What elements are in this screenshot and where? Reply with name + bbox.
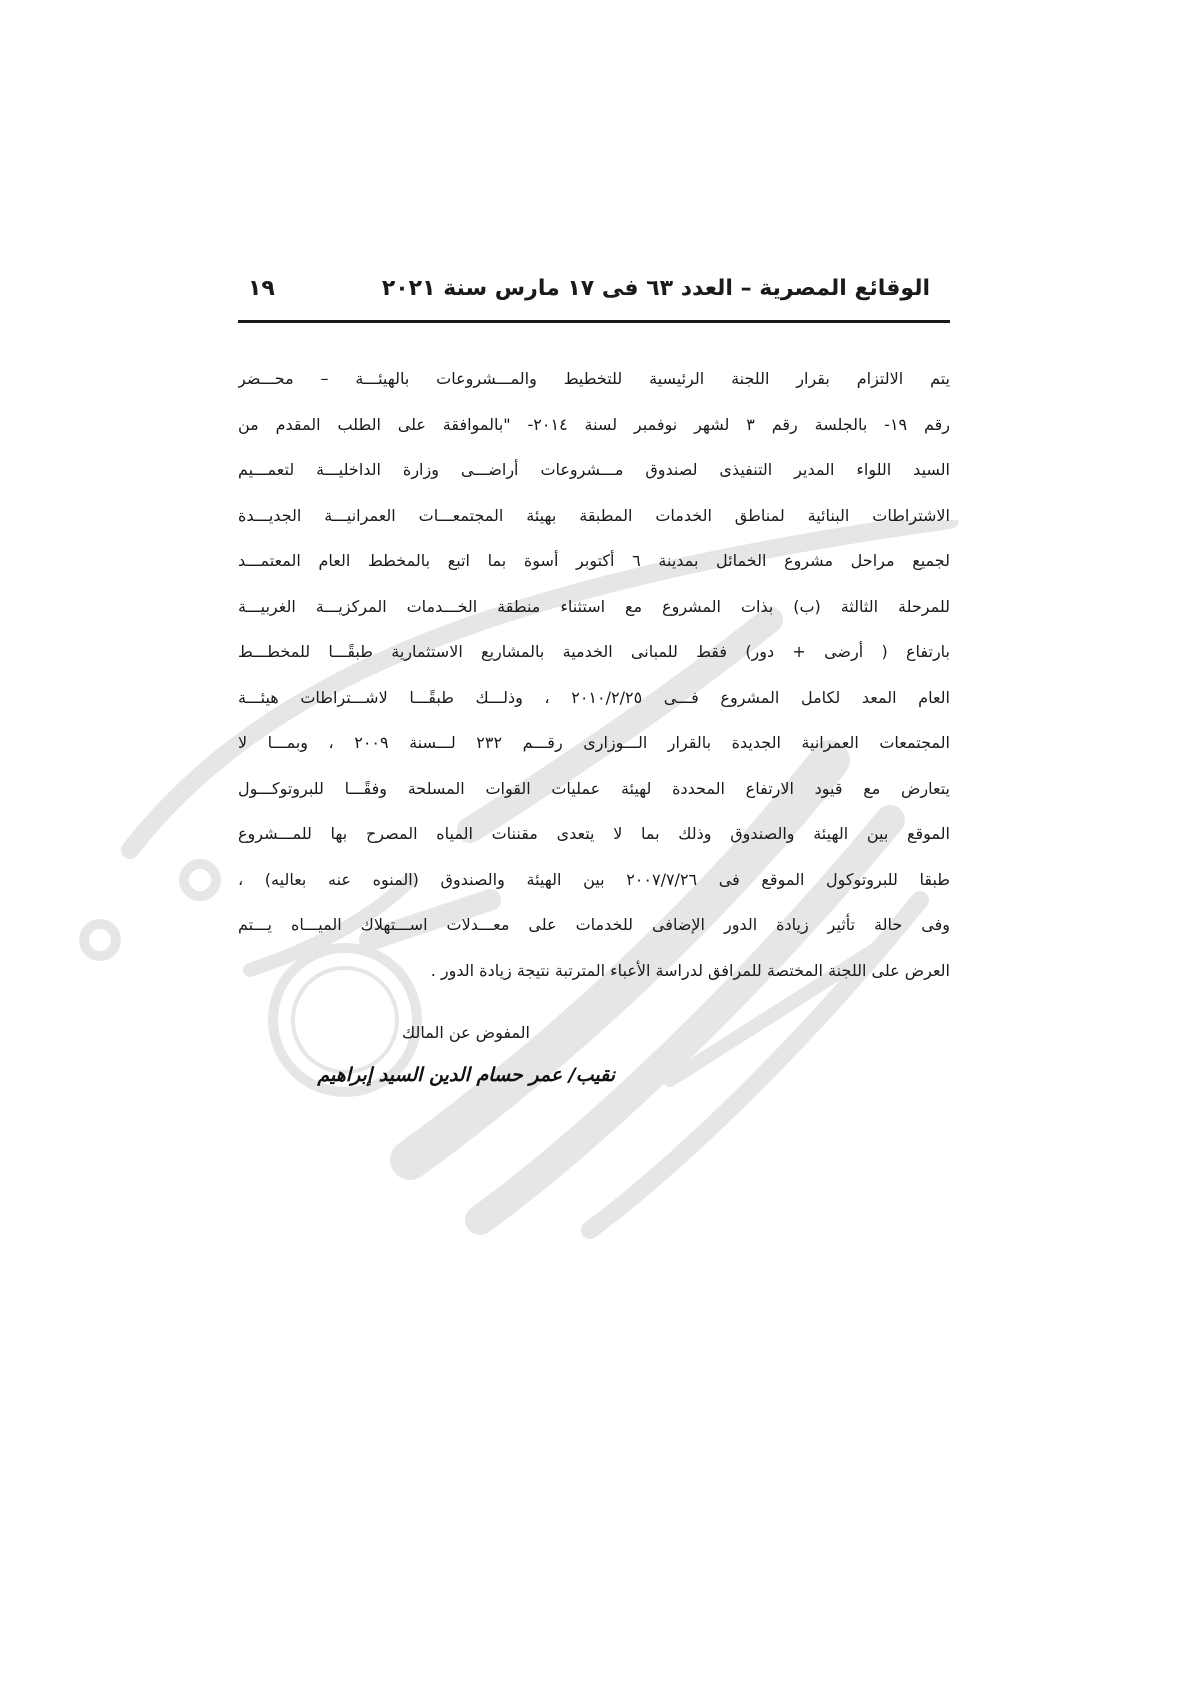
decision-paragraph	[238, 356, 950, 993]
page-number: ١٩	[248, 276, 275, 301]
paragraph-line: للمرحلة الثالثة (ب) بذات المشروع مع استثناء منطقة الخـــدمات المركزيـــة الغربيـــة	[238, 596, 950, 616]
page-header	[238, 272, 950, 320]
paragraph-line: العرض على اللجنة المختصة للمرافق لدراسة الأعباء المترتبة نتيجة زيادة الدور .	[430, 960, 950, 980]
paragraph-line: العام المعد لكامل المشروع فـــى ٢٠١٠/٢/٢٥ ، وذلـــك طبقًـــا لاشـــتراطات هيئـــة	[238, 687, 950, 707]
signature-label: المفوض عن المالك	[402, 1023, 530, 1042]
signatory-name: نقيب/ عمر حسام الدين السيد إبراهيم	[317, 1064, 615, 1086]
paragraph-line: يتم الالتزام بقرار اللجنة الرئيسية للتخطيط والمـــشروعات بالهيئـــة – محـــضر	[238, 369, 950, 388]
paragraph-line: المجتمعات العمرانية الجديدة بالقرار الـــوزارى رقـــم ٢٣٢ لـــسنة ٢٠٠٩ ، وبمـــا لا	[238, 733, 950, 752]
header-divider	[238, 320, 950, 323]
gazette-title: الوقائع المصرية – العدد ٦٣ فى ١٧ مارس سنة ٢٠٢١	[381, 276, 930, 301]
paragraph-line: الاشتراطات البنائية لمناطق الخدمات المطبقة بهيئة المجتمعـــات العمرانيـــة الجديـــدة	[238, 505, 950, 525]
paragraph-line: طبقا للبروتوكول الموقع فى ٢٠٠٧/٧/٢٦ بين الهيئة والصندوق (المنوه عنه بعاليه) ،	[238, 869, 950, 889]
paragraph-line: بارتفاع ( أرضى + دور) فقط للمبانى الخدمية بالمشاريع الاستثمارية طبقًـــا للمخطـــط	[238, 642, 950, 661]
paragraph-line: لجميع مراحل مشروع الخمائل بمدينة ٦ أكتوبر أسوة بما اتبع بالمخطط العام المعتمـــد	[238, 551, 950, 570]
paragraph-line: السيد اللواء المدير التنفيذى لصندوق مـــشروعات أراضـــى وزارة الداخليـــة لتعمـــيم	[238, 460, 950, 479]
paragraph-line: رقم ١٩- بالجلسة رقم ٣ لشهر نوفمبر لسنة ٢٠١٤- "بالموافقة على الطلب المقدم من	[238, 414, 950, 434]
paragraph-line: وفى حالة تأثير زيادة الدور الإضافى للخدمات على معـــدلات اســـتهلاك الميـــاه يـــتم	[238, 915, 950, 934]
paragraph-line: يتعارض مع قيود الارتفاع المحددة لهيئة عمليات القوات المسلحة وفقًـــا للبروتوكـــول	[238, 778, 950, 798]
paragraph-line: الموقع بين الهيئة والصندوق وذلك بما لا يتعدى مقننات المياه المصرح بها للمـــشروع	[238, 824, 950, 843]
